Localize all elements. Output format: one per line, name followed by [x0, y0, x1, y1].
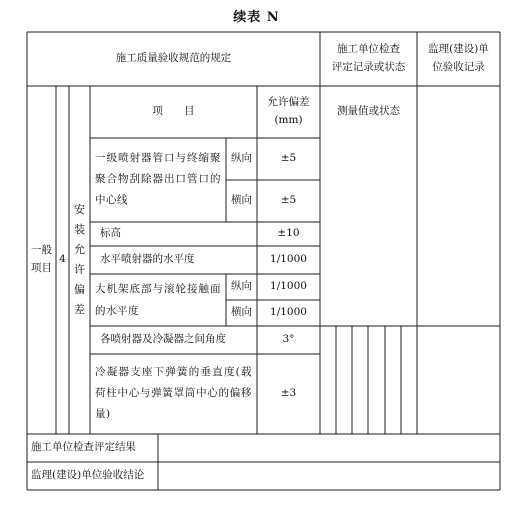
category-char: 偏: [74, 283, 85, 296]
row-nozzle-trans-tolerance: ±5: [280, 194, 297, 207]
header-supervision-line2: 位验收记录: [432, 61, 485, 73]
row-frame-label: 大机架底部与滚轮接触面的水平度: [95, 283, 221, 317]
row-frame-longitudinal: 纵向: [231, 280, 252, 293]
subheader-tolerance-line2: (mm): [274, 114, 303, 126]
row-frame-transverse: 横向: [231, 306, 252, 319]
header-construction-record: [320, 32, 417, 86]
header-construction-record-line1: 施工单位检查: [337, 43, 400, 56]
row-nozzle-label: 一级喷射器管口与终缩聚聚合物刮除器出口管口的中心线: [95, 152, 221, 206]
category-general-line1: 一般: [31, 244, 52, 257]
row-spring-tolerance: ±3: [280, 387, 297, 400]
row-frame-long-tolerance: 1/1000: [270, 280, 307, 293]
category-char: 允: [74, 243, 85, 256]
header-supervision-line1: 监理(建设)单: [428, 43, 489, 56]
row-nozzle-long-tolerance: ±5: [280, 152, 297, 165]
subheader-measured: 测量值或状态: [337, 105, 400, 118]
footer-supervision-conclusion: 监理(建设)单位验收结论: [31, 469, 145, 482]
row-spring-label: 冷凝器支座下弹簧的垂直度(载荷柱中心与弹簧罩筒中心的偏移量): [95, 366, 252, 420]
category-general: [27, 86, 56, 434]
category-char: 装: [74, 223, 85, 236]
row-elevation-tolerance: ±10: [277, 227, 300, 240]
footer-construction-result: 施工单位检查评定结果: [31, 441, 136, 454]
category-general-line2: 项目: [31, 262, 52, 274]
subheader-tolerance-line1: 允许偏差: [267, 96, 310, 109]
row-nozzle-transverse: 横向: [231, 194, 252, 207]
row-horizontal-tolerance: 1/1000: [270, 253, 307, 266]
category-number: 4: [59, 253, 66, 266]
row-angle-label: 各喷射器及冷凝器之间角度: [100, 333, 226, 346]
header-spec: 施工质量验收规范的规定: [115, 52, 232, 65]
category-char: 安: [74, 203, 85, 216]
row-elevation-label: 标高: [100, 227, 121, 240]
table-title: 续表 N: [233, 10, 280, 25]
header-supervision: [417, 32, 500, 86]
row-nozzle-longitudinal: 纵向: [231, 152, 252, 165]
category-char: 许: [74, 263, 85, 276]
row-horizontal-label: 水平喷射器的水平度: [100, 253, 195, 266]
row-angle-tolerance: 3°: [282, 333, 295, 346]
category-install-tolerance: [69, 86, 90, 434]
subheader-tolerance: [257, 86, 320, 138]
category-char: 差: [74, 303, 85, 316]
row-frame-trans-tolerance: 1/1000: [270, 306, 307, 319]
subheader-item: 项 目: [152, 105, 195, 118]
header-construction-record-line2: 评定记录或状态: [331, 61, 406, 73]
